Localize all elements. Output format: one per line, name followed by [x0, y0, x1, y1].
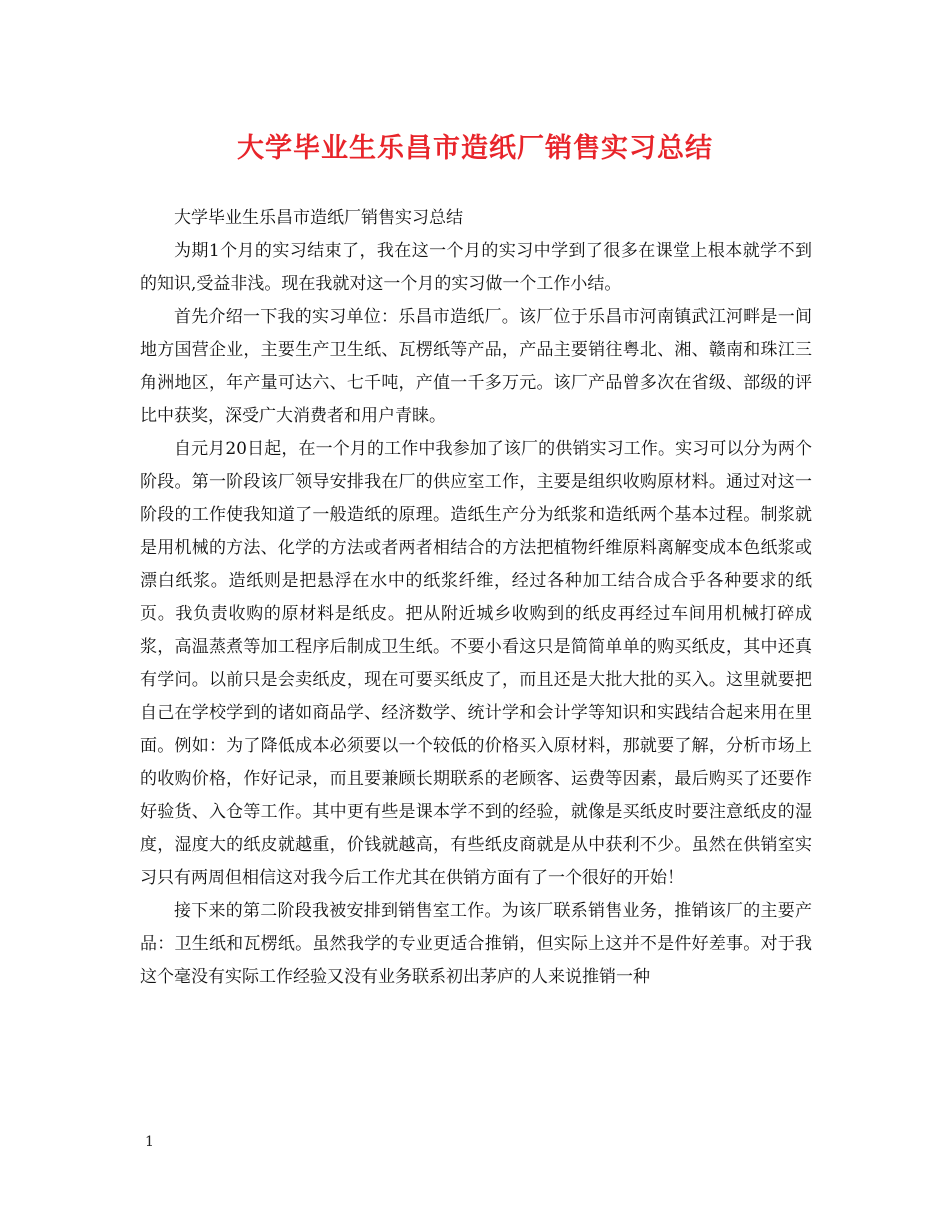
- paragraph-company: 首先介绍一下我的实习单位：乐昌市造纸厂。该厂位于乐昌市河南镇武江河畔是一间地方国营企业，主要生产卫生纸、瓦楞纸等产品，产品主要销往粤北、湘、赣南和珠江三角洲地区，年产量可达六、七千吨，产值一千多万元。该厂产品曾多次在省级、部级的评比中获奖，深受广大消费者和用户青睐。: [140, 307, 812, 426]
- page-number: 1: [145, 1134, 154, 1150]
- paragraph-subtitle: 大学毕业生乐昌市造纸厂销售实习总结: [174, 208, 463, 228]
- paragraph-stage-two: 接下来的第二阶段我被安排到销售室工作。为该厂联系销售业务，推销该厂的主要产品：卫生纸和瓦楞纸。虽然我学的专业更适合推销，但实际上这并不是件好差事。对于我这个毫没有实际工作经验又没有业务联系初出茅庐的人来说推销一种: [140, 901, 812, 987]
- paragraph-intro: 为期1个月的实习结束了，我在这一个月的实习中学到了很多在课堂上根本就学不到的知识,受益非浅。现在我就对这一个月的实习做一个工作小结。: [140, 241, 812, 294]
- document-title: 大学毕业生乐昌市造纸厂销售实习总结: [237, 133, 713, 164]
- document-body: [140, 202, 812, 994]
- paragraph-stage-one: 自元月20日起，在一个月的工作中我参加了该厂的供销实习工作。实习可以分为两个阶段。第一阶段该厂领导安排我在厂的供应室工作，主要是组织收购原材料。通过对这一阶段的工作使我知道了一般造纸的原理。造纸生产分为纸浆和造纸两个基本过程。制浆就是用机械的方法、化学的方法或者两者相结合的方法把植物纤维原料离解变成本色纸浆或漂白纸浆。造纸则是把悬浮在水中的纸浆纤维，经过各种加工结合成合乎各种要求的纸页。我负责收购的原材料是纸皮。把从附近城乡收购到的纸皮再经过车间用机械打碎成浆，高温蒸煮等加工程序后制成卫生纸。不要小看这只是简简单单的购买纸皮，其中还真有学问。以前只是会卖纸皮，现在可要买纸皮了，而且还是大批大批的买入。这里就要把自己在学校学到的诸如商品学、经济数学、统计学和会计学等知识和实践结合起来用在里面。例如：为了降低成本必须要以一个较低的价格买入原材料，那就要了解，分析市场上的收购价格，作好记录，而且要兼顾长期联系的老顾客、运费等因素，最后购买了还要作好验货、入仓等工作。其中更有些是课本学不到的经验，就像是买纸皮时要注意纸皮的湿度，湿度大的纸皮就越重，价钱就越高，有些纸皮商就是从中获利不少。虽然在供销室实习只有两周但相信这对我今后工作尤其在供销方面有了一个很好的开始！: [140, 439, 812, 888]
